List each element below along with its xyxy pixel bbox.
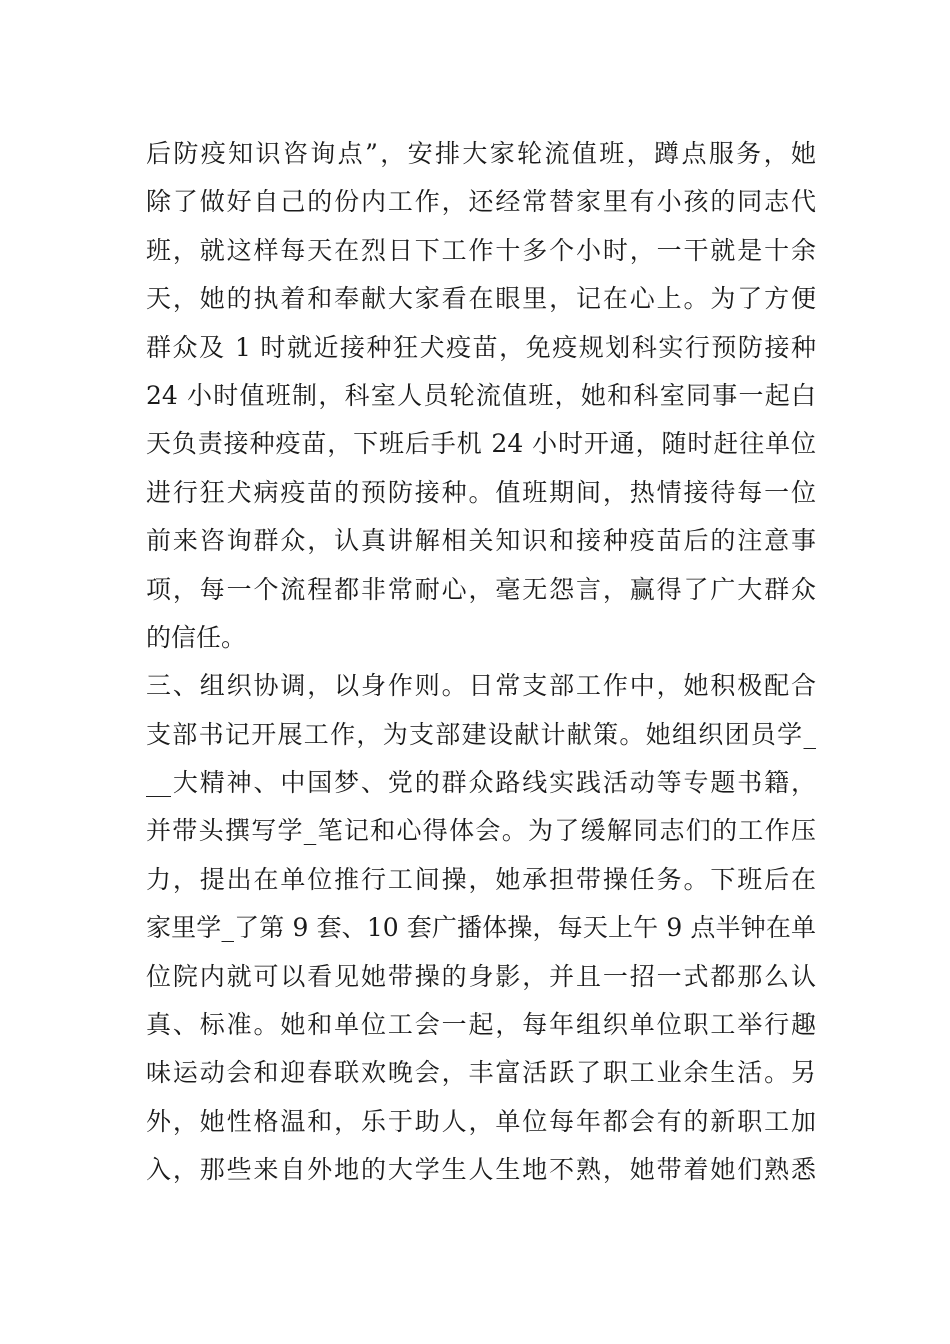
text-line: 天，她的执着和奉献大家看在眼里，记在心上。为了方便 (146, 284, 816, 314)
text-line: 位院内就可以看见她带操的身影，并且一招一式都那么认 (146, 961, 816, 991)
text-line: 班，就这样每天在烈日下工作十多个小时，一干就是十余 (146, 235, 816, 265)
text-line: 群众及 1 时就近接种狂犬疫苗，免疫规划科实行预防接种 (146, 332, 816, 362)
text-line: 味运动会和迎春联欢晚会，丰富活跃了职工业余生活。另 (146, 1058, 816, 1088)
text-line: 进行狂犬病疫苗的预防接种。值班期间，热情接待每一位 (146, 477, 816, 507)
section-heading-line: 三、组织协调，以身作则。日常支部工作中，她积极配合 (146, 671, 816, 701)
text-line: 真、标准。她和单位工会一起，每年组织单位职工举行趣 (146, 1010, 816, 1040)
text-line: 入，那些来自外地的大学生人生地不熟，她带着她们熟悉 (146, 1155, 816, 1185)
body-text (146, 130, 816, 1195)
text-line: 除了做好自己的份内工作，还经常替家里有小孩的同志代 (146, 187, 816, 217)
text-line: 力，提出在单位推行工间操，她承担带操任务。下班后在 (146, 864, 816, 894)
text-line: 前来咨询群众，认真讲解相关知识和接种疫苗后的注意事 (146, 526, 816, 556)
text-line: 天负责接种疫苗，下班后手机 24 小时开通，随时赶往单位 (146, 429, 816, 459)
text-line: 家里学_了第 9 套、10 套广播体操，每天上午 9 点半钟在单 (146, 913, 816, 943)
text-line: 外，她性格温和，乐于助人，单位每年都会有的新职工加 (146, 1106, 816, 1136)
text-line: 的信任。 (146, 622, 247, 652)
text-line: 支部书记开展工作，为支部建设献计献策。她组织团员学_ (146, 719, 816, 749)
text-line: 项，每一个流程都非常耐心，毫无怨言，赢得了广大群众 (146, 574, 816, 604)
text-line: 后防疫知识咨询点”，安排大家轮流值班，蹲点服务，她 (146, 139, 816, 168)
text-line: 24 小时值班制，科室人员轮流值班，她和科室同事一起白 (146, 380, 816, 410)
text-line: __大精神、中国梦、党的群众路线实践活动等专题书籍， (146, 768, 816, 798)
text-line: 并带头撰写学_笔记和心得体会。为了缓解同志们的工作压 (146, 816, 816, 846)
